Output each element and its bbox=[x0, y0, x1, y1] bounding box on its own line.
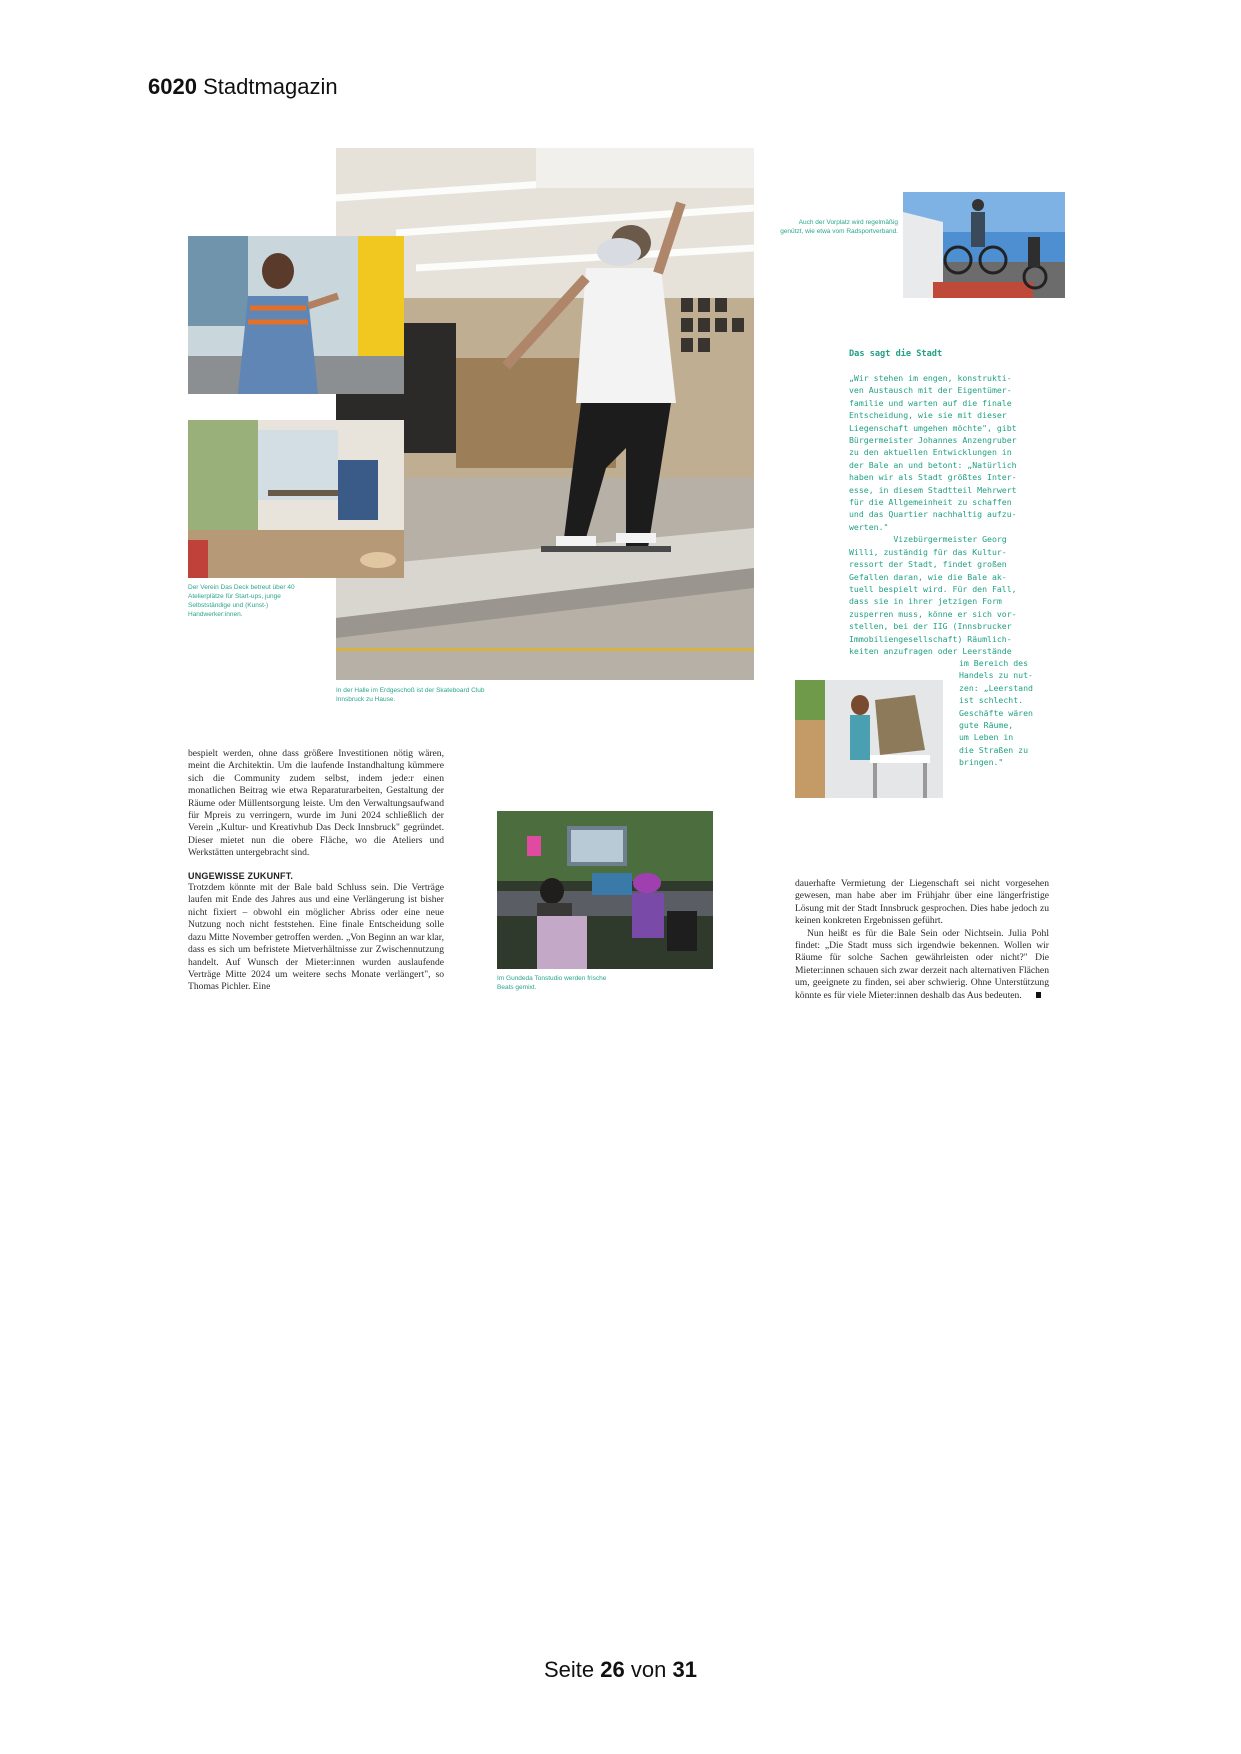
sidebar-full-line: dass sie in ihrer jetzigen Form bbox=[849, 596, 1002, 607]
article-right-column bbox=[795, 878, 1049, 1002]
sidebar-narrow-line: Geschäfte wären bbox=[959, 707, 1033, 718]
sidebar-full-line: zu den aktuellen Entwicklungen in bbox=[849, 447, 1012, 458]
article-end-mark bbox=[1036, 992, 1041, 998]
footer-middle: von bbox=[630, 1657, 667, 1682]
caption-deck: Der Verein Das Deck betreut über 40 Atelierplätze für Start-ups, junge Selbstständige und (Kunst-) Handwerker:innen. bbox=[188, 584, 295, 618]
sidebar-full-line: ressort der Stadt, findet großen bbox=[849, 559, 1007, 570]
page-footer bbox=[0, 1657, 1241, 1683]
sidebar-narrow-line: im Bereich des bbox=[959, 658, 1029, 668]
footer-page-total: 31 bbox=[672, 1657, 697, 1682]
publication-name: Stadtmagazin bbox=[203, 74, 338, 99]
photo-skateboarder bbox=[336, 148, 754, 680]
photo-woman-workshop bbox=[188, 236, 404, 394]
sidebar-full-line: für die Allgemeinheit zu schaffen bbox=[849, 497, 1012, 508]
sidebar-full-line: Liegenschaft umgehen möchte", gibt bbox=[849, 422, 1017, 433]
sidebar-full-line: stellen, bei der IIG (Innsbrucker bbox=[849, 621, 1012, 632]
sidebar-narrow-line: zen: „Leerstand bbox=[959, 682, 1033, 693]
article-subhead: UNGEWISSE ZUKUNFT. bbox=[188, 870, 294, 881]
article-left-paragraph-1: bespielt werden, ohne dass größere Investitionen nötig wären, meint die Architektin. Um die laufende Instandhaltung kümmere sich die Community zudem selbst, indem jede:r einen monatlichen Beitrag wie etwa Reparaturarbeiten, Gestaltung der Räume oder Müllentsorgung leiste. Um den Verwaltungsaufwand für Mpreis zu verringern, wurde im Juni 2024 schließlich der Verein „Kultur- und Kreativhub Das Deck Innsbruck" gegründet. Dieser mietet nun die obere Fläche, wo die Ateliers und Werkstätten untergebracht sind. bbox=[188, 748, 444, 859]
publication-header bbox=[148, 74, 338, 100]
footer-prefix: Seite bbox=[544, 1657, 595, 1682]
sidebar-full-line: Gefallen daran, wie die Bale ak- bbox=[849, 571, 1007, 582]
sidebar-narrow-line: um Leben in bbox=[959, 732, 1014, 743]
sidebar-narrow-line: die Straßen zu bbox=[959, 744, 1029, 755]
sidebar-narrow-line: Handels zu nut- bbox=[959, 670, 1033, 681]
publication-number: 6020 bbox=[148, 74, 197, 99]
sidebar-narrow-line: ist schlecht. bbox=[959, 695, 1024, 706]
caption-tonstudio: Im Gundeda Tonstudio werden frische Beats gemixt. bbox=[497, 975, 607, 991]
sidebar-full-line: tuell bespielt wird. Für den Fall, bbox=[849, 583, 1017, 594]
sidebar-full-line: familie und warten auf die finale bbox=[849, 397, 1012, 408]
photo-tonstudio bbox=[497, 811, 713, 969]
sidebar-full-line: zusperren muss, könne er sich vor- bbox=[849, 608, 1017, 619]
sidebar-full-line: keiten anzufragen oder Leerstände bbox=[849, 645, 1012, 656]
sidebar-text-narrow bbox=[959, 657, 1033, 769]
sidebar-full-line: ven Austausch mit der Eigentümer- bbox=[849, 385, 1012, 396]
photo-bikers bbox=[903, 192, 1065, 298]
article-right-paragraph-2: Nun heißt es für die Bale Sein oder Nichtsein. Julia Pohl findet: „Die Stadt muss sich irgendwie bekennen. Wollen wir Räume für solche Sachen gewährleisten oder nicht?" Die Mieter:innen schauen sich zwar derzeit nach alternativen Flächen um, geeignete zu finden, sei aber schwierig. Ohne Unterstützung könnte es für viele Mieter:innen deshalb das Aus bedeuten. bbox=[795, 927, 1049, 1001]
caption-vorplatz: Auch der Vorplatz wird regelmäßig genützt, wie etwa vom Radsportverband. bbox=[780, 219, 898, 235]
sidebar-full-line: haben wir als Stadt größtes Inter- bbox=[849, 472, 1017, 483]
sidebar-full-line: esse, in diesem Stadtteil Mehrwert bbox=[849, 484, 1017, 495]
article-left-paragraph-2: Trotzdem könnte mit der Bale bald Schluss sein. Die Verträge laufen mit Ende des Jahres aus und eine Verlängerung ist bisher nicht fixiert – obwohl ein möglicher Abriss oder eine neue Nutzung noch nicht feststehen. Eine finale Entscheidung solle dazu Mitte November getroffen werden. „Von Beginn an war klar, dass es sich um befristete Mietverhältnisse zur Zwischennutzung handelt. Auf Wunsch der Mieter:innen wurden auslaufende Verträge Mitte 2024 um weitere sechs Monate verlängert", so Thomas Pichler. Eine bbox=[188, 882, 444, 993]
sidebar-full-line: Entscheidung, wie sie mit dieser bbox=[849, 410, 1007, 421]
footer-page-number: 26 bbox=[600, 1657, 625, 1682]
photo-atelier-room bbox=[188, 420, 404, 578]
sidebar-narrow-line: bringen." bbox=[959, 757, 1004, 768]
sidebar-full-line: Willi, zuständig für das Kultur- bbox=[849, 546, 1007, 557]
photo-chair-upholstery bbox=[795, 680, 943, 798]
sidebar-full-line: und das Quartier nachhaltig aufzu- bbox=[849, 509, 1017, 520]
caption-skate: In der Halle im Erdgeschoß ist der Skateboard Club Innsbruck zu Hause. bbox=[336, 687, 485, 703]
sidebar-full-line: Bürgermeister Johannes Anzengruber bbox=[849, 435, 1017, 446]
sidebar-heading: Das sagt die Stadt bbox=[849, 349, 943, 359]
sidebar-full-line: Vizebürgermeister Georg bbox=[849, 534, 1007, 545]
sidebar-narrow-line: gute Räume, bbox=[959, 720, 1014, 731]
sidebar-full-line: Immobiliengesellschaft) Räumlich- bbox=[849, 633, 1012, 644]
article-right-paragraph-1: dauerhafte Vermietung der Liegenschaft sei nicht vorgesehen gewesen, man habe aber im Frühjahr über eine längerfristige Lösung mit der Stadt Innsbruck gesprochen. Dies habe jedoch zu keinen konkreten Ergebnissen geführt. bbox=[795, 878, 1049, 927]
sidebar-full-line: der Bale an und betont: „Natürlich bbox=[849, 459, 1017, 470]
sidebar-full-line: werten." bbox=[849, 521, 889, 532]
sidebar-text-full bbox=[849, 372, 1017, 657]
sidebar-full-line: „Wir stehen im engen, konstrukti- bbox=[849, 373, 1012, 383]
article-left-column bbox=[188, 748, 444, 994]
